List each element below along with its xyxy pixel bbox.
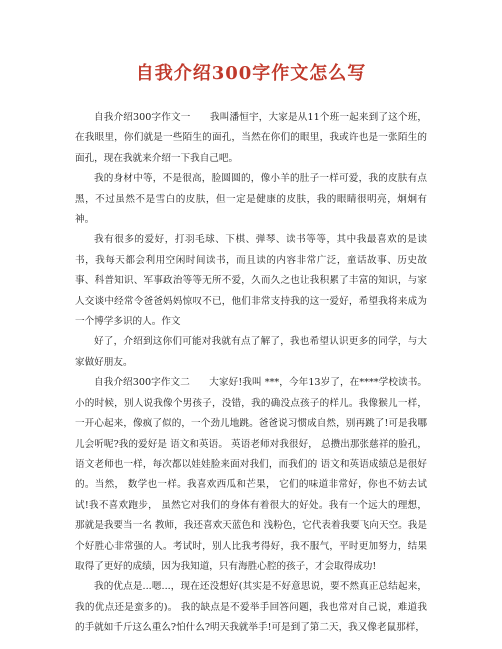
paragraph: 好了，介绍到这你们可能对我就有点了解了，我也希望认识更多的同学，与大家做好朋友。 [75,336,427,368]
paragraph: 我有很多的爱好，打羽毛球、下棋、弹琴、读书等等，其中我最喜欢的是读书，我每天都会利用空闲时间读书，而且读的内容非常广泛，童话故事、历史故事、科普知识、军事政治等等无所不爱，久而久之也让我积累了丰富的知识，与家人交谈中经常令爸爸妈妈惊叹不已，他们非常支持我的这一爱好，希望我将来成为一个博学多识的人。作文 [75,234,427,328]
paragraph: 自我介绍300字作文二 大家好!我叫 ***，今年13岁了，在****学校读书。小的时候，别人说我像个男孩子，没错，我的确没点孩子的样儿。我像猴儿一样，一开心起来，像疯了似的，一个劲儿地跳。爸爸说习惯成自然，别再跳了!可是我哪儿会听呢?我的爱好是 语文和英语。 英语老师对我很好， 总攒出那张慈祥的脸孔， 语文老师也一样，每次都以娃娃脸来面对我们，而我们的 语文和英语成绩总是很好的。当然， 数学也一样。我喜欢西瓜和芒果， 它们的味道非常好，你也不妨去试试!我不喜欢跑步， 虽然它对我们的身体有着很大的好处。我有一个远大的理想， 那就是我要当一名 教师，我还喜欢天蓝色和 浅粉色，它代表着我要飞向天空。我是个好胜心非常强的人。考试时，别人比我考得好，我不服气，平时更加努力，结果取得了更好的成绩，因为我知道，只有海胜心腔的孩子，才会取得成功! [75,377,427,572]
document-body [75,108,427,639]
paragraph: 自我介绍300字作文一 我叫潘恒宇，大家是从11个班一起来到了这个班，在我眼里，你们就是一些陌生的面孔，当然在你们的眼里，我或许也是一张陌生的面孔，现在我就来介绍一下我自己吧。 [75,112,427,164]
paragraph: 我的身材中等，不是很高，脸圆圆的，像小羊的肚子一样可爱，我的皮肤有点黑，不过虽然不是雪白的皮肤，但一定是健康的皮肤，我的眼睛很明亮，炯炯有神。 [75,173,427,226]
paragraph: 我的优点是...嗯...，现在还没想好(其实是不好意思说，要不然真正总结起来，我的优点还是蛮多的)。 我的缺点是不爱举手回答问题，我也常对自己说，难道我的手就如千斤这么重么?怕什么?明天我就举手!可是到了第二天，我又像老鼠那样， [75,581,427,634]
document-title: 自我介绍300字作文怎么写 [135,63,367,84]
